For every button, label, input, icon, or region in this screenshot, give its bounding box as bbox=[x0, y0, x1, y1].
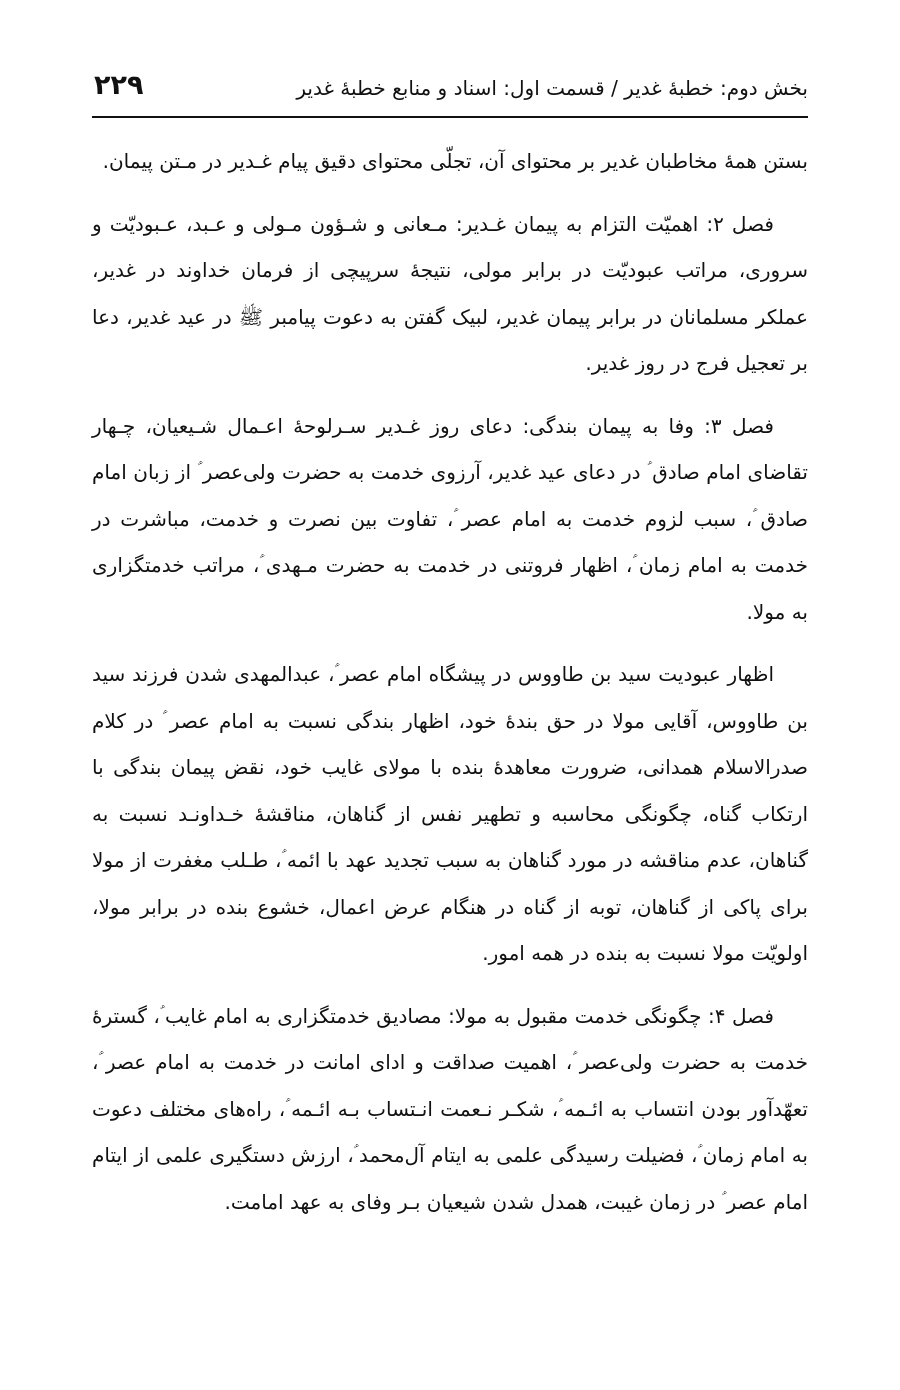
book-page bbox=[92, 0, 808, 1390]
paragraph-chapter-2: فصل ۲: اهمیّت التزام به پیمان غـدیر: مـعانی و شـؤون مـولی و عـبد، عـبودیّت و سروری، مراتب عبودیّت در برابر مولی، نتیجۀ سرپیچی از فرمان خداوند در غدیر، عملکر مسلمانان در برابر پیمان غدیر، لبیک گفتن به دعوت پیامبر ﷺ در عید غدیر، دعا بر تعجیل فرج در روز غدیر. bbox=[92, 211, 808, 375]
paragraph-continuation: بستن همۀ مخاطبان غدیر بر محتوای آن، تجلّی محتوای دقیق پیام غـدیر در مـتن پیمان. bbox=[102, 149, 808, 173]
paragraph-chapter-3: فصل ۳: وفا به پیمان بندگی: دعای روز غـدیر سـرلوحۀ اعـمال شـیعیان، چـهار تقاضای امام صادق ؑ در دعای عید غدیر، آرزوی خدمت به حضرت ولی‌عصر ؑ از زبان امام صادق ؑ، سبب لزوم خدمت به امام عصر ؑ، تفاوت بین نصرت و خدمت، مباشرت در خدمت به امام زمان ؑ، اظهار فروتنی در خدمت به حضرت مـهدی ؑ، مراتب خدمتگزاری به مولا. bbox=[92, 413, 808, 624]
running-title: بخش دوم: خطبۀ غدیر / قسمت اول: اسناد و منابع خطبۀ غدیر bbox=[296, 76, 808, 100]
paragraph-chapter-4: فصل ۴: چگونگی خدمت مقبول به مولا: مصادیق خدمتگزاری به امام غایب ؑ، گسترۀ خدمت به حضرت ولی‌عصر ؑ، اهمیت صداقت و ادای امانت در خدمت به امام عصر ؑ، تعهّدآور بودن انتساب به ائـمه ؑ، شکـر نـعمت انـتساب بـه ائـمه ؑ، راه‌های مختلف دعوت به امام زمان ؑ، فضیلت رسیدگی علمی به ایتام آل‌محمد ؑ، ارزش دستگیری علمی از ایتام امام عصر ؑ در زمان غیبت، همدل شدن شیعیان بـر وفای به عهد امامت. bbox=[92, 1003, 808, 1214]
paragraph-chapter-3-continued: اظهار عبودیت سید بن طاووس در پیشگاه امام عصر ؑ، عبدالمهدی شدن فرزند سید بن طاووس، آقایی مولا در حق بندۀ خود، اظهار بندگی نسبت به امام عصر ؑ در کلام صدرالاسلام همدانی، ضرورت معاهدۀ بنده با مولای غایب خود، نقض پیمان بندگی با ارتکاب گناه، چگونگی محاسبه و تطهیر نفس از گناهان، مناقشۀ خـداونـد نسبت به گناهان، عدم مناقشه در مورد گناهان به سبب تجدید عهد با ائمه ؑ، طـلب مغفرت از مولا برای پاکی از گناهان، توبه از گناه در هنگام عرض اعمال، خشوع بنده در برابر مولا، اولویّت مولا نسبت به بنده در همه امور. bbox=[92, 662, 808, 965]
page-header bbox=[92, 64, 808, 118]
body-text bbox=[92, 138, 808, 1241]
page-number: ۲۲۹ bbox=[94, 70, 144, 101]
